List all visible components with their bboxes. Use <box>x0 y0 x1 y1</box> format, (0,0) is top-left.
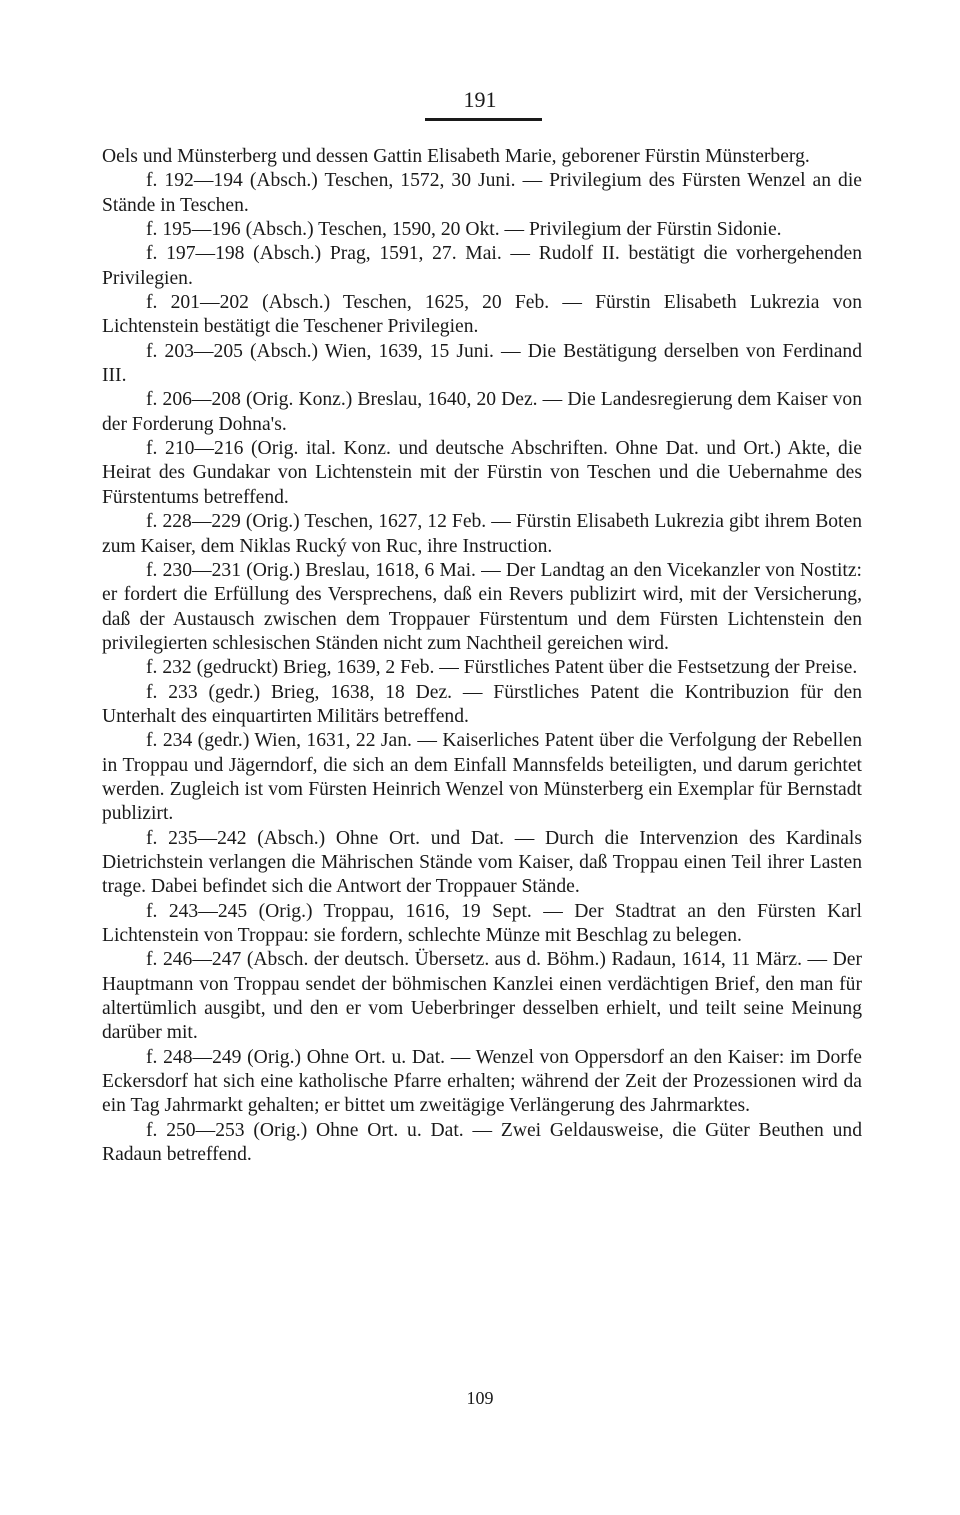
paragraph-entry: f. 230—231 (Orig.) Breslau, 1618, 6 Mai. — Der Landtag an den Vicekanzler von Nostitz: er fordert die Erfüllung des Versprechens, daß ein Revers publizirt wird, mit der Versicherung, daß der Austausch zwischen dem Troppauer Fürstentum und dem Fürsten Lichtenstein den privilegierten schlesischen Ständen nicht zum Nachtheil gereichen wird. <box>102 559 862 654</box>
paragraph-entry: f. 192—194 (Absch.) Teschen, 1572, 30 Juni. — Privilegium des Fürsten Wenzel an die Stände in Teschen. <box>102 170 862 216</box>
paragraph-entry: f. 246—247 (Absch. der deutsch. Übersetz. aus d. Böhm.) Radaun, 1614, 11 März. — Der Hauptmann von Troppau sendet der böhmischen Kanzlei einen verdächtigen Brief, den man für altertümlich ausgibt, und den er vom Ueberbringer desselben erhielt, und teilt seine Meinung darüber mit. <box>102 949 862 1044</box>
paragraph-entry: f. 233 (gedr.) Brieg, 1638, 18 Dez. — Fürstliches Patent die Kontribuzion für den Unterhalt des einquartirten Militärs betreffend. <box>102 681 862 727</box>
paragraph-entry: f. 195—196 (Absch.) Teschen, 1590, 20 Okt. — Privilegium der Fürstin Sidonie. <box>146 219 782 241</box>
body-text <box>102 145 862 1167</box>
footer-number: 109 <box>466 1388 494 1408</box>
paragraph-entry: f. 228—229 (Orig.) Teschen, 1627, 12 Feb. — Fürstin Elisabeth Lukrezia gibt ihrem Boten zum Kaiser, dem Niklas Rucký von Ruc, ihre Instruction. <box>102 511 862 557</box>
page-number-rule <box>425 118 542 121</box>
paragraph-entry: f. 197—198 (Absch.) Prag, 1591, 27. Mai. — Rudolf II. bestätigt die vorhergehenden Privilegien. <box>102 243 862 289</box>
paragraph-entry: f. 203—205 (Absch.) Wien, 1639, 15 Juni. — Die Bestätigung derselben von Ferdinand III. <box>102 340 862 387</box>
paragraph-entry: f. 232 (gedruckt) Brieg, 1639, 2 Feb. — Fürstliches Patent über die Festsetzung der Preise. <box>146 657 858 679</box>
paragraph-entry: f. 248—249 (Orig.) Ohne Ort. u. Dat. — Wenzel von Oppersdorf an den Kaiser: im Dorfe Eckersdorf hat sich eine katholische Pfarre erhalten; während der Zeit der Prozessionen wird da ein Tag Jahrmarkt gehalten; er bittet um zweitägige Verlängerung des Jahrmarktes. <box>102 1046 862 1117</box>
paragraph-entry: f. 201—202 (Absch.) Teschen, 1625, 20 Feb. — Fürstin Elisabeth Lukrezia von Lichtenstein bestätigt die Teschener Privilegien. <box>102 292 862 338</box>
paragraph-continuation: Oels und Münsterberg und dessen Gattin Elisabeth Marie, geborener Fürstin Münsterberg. <box>102 146 810 167</box>
paragraph-entry: f. 235—242 (Absch.) Ohne Ort. und Dat. — Durch die Intervenzion des Kardinals Dietrichstein verlangen die Mährischen Stände vom Kaiser, daß Troppau einen Teil ihrer Lasten trage. Dabei befindet sich die Antwort der Troppauer Stände. <box>102 827 862 898</box>
page-number: 191 <box>463 87 497 112</box>
paragraph-entry: f. 243—245 (Orig.) Troppau, 1616, 19 Sept. — Der Stadtrat an den Fürsten Karl Lichtenstein von Troppau: sie fordern, schlechte Münze mit Beschlag zu belegen. <box>102 900 862 946</box>
paragraph-entry: f. 234 (gedr.) Wien, 1631, 22 Jan. — Kaiserliches Patent über die Verfolgung der Rebellen in Troppau und Jägerndorf, die sich an dem Einfall Mannsfelds beteiligten, und darum gerichtet werden. Zugleich ist vom Fürsten Heinrich Wenzel von Münsterberg ein Exemplar für Bernstadt publizirt. <box>102 730 862 825</box>
paragraph-entry: f. 206—208 (Orig. Konz.) Breslau, 1640, 20 Dez. — Die Landesregierung dem Kaiser von der Forderung Dohna's. <box>102 389 862 435</box>
paragraph-entry: f. 250—253 (Orig.) Ohne Ort. u. Dat. — Zwei Geldausweise, die Güter Beuthen und Radaun betreffend. <box>102 1119 862 1166</box>
paragraph-entry: f. 210—216 (Orig. ital. Konz. und deutsche Abschriften. Ohne Dat. und Ort.) Akte, die Heirat des Gundakar von Lichtenstein mit der Fürstin von Teschen und die Uebernahme des Fürstentums betreffend. <box>102 438 862 508</box>
